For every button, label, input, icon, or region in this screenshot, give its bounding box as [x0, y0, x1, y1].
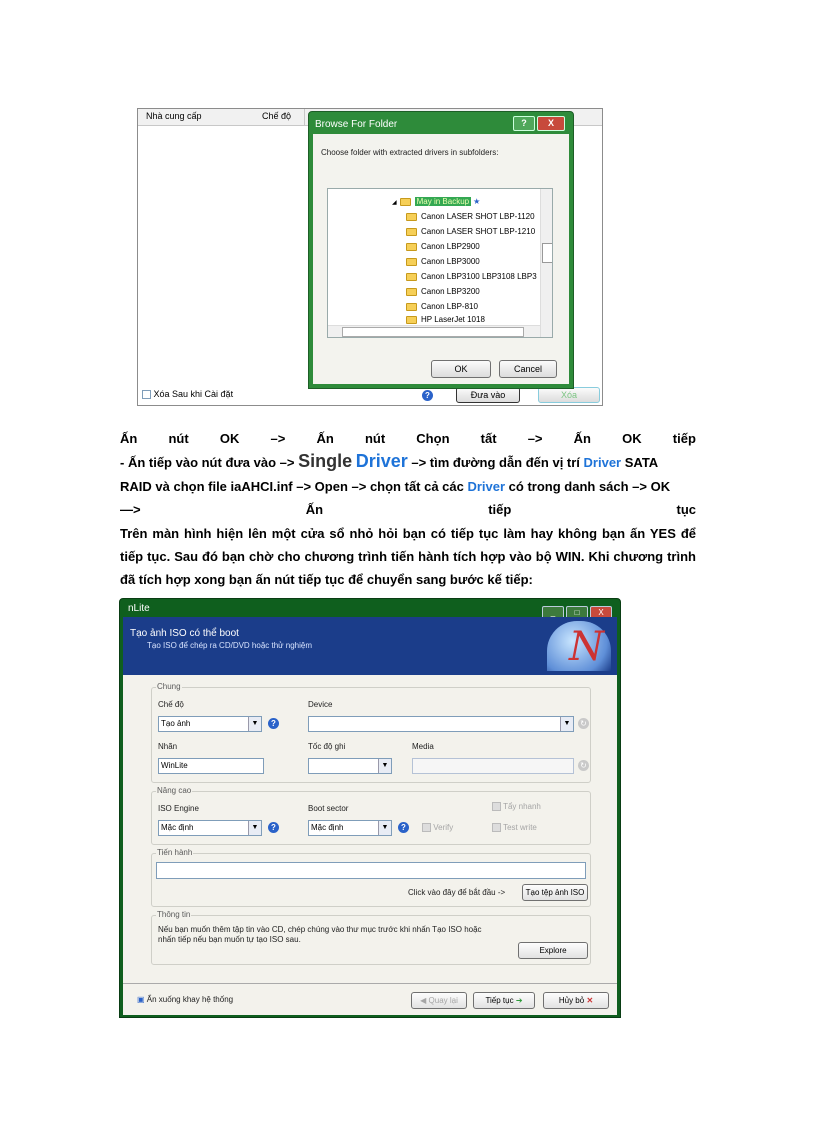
minimize-button[interactable]: _: [542, 606, 564, 620]
refresh-icon[interactable]: ↻: [578, 760, 589, 771]
checkbox-box[interactable]: [142, 390, 151, 399]
mode-select[interactable]: [158, 716, 262, 732]
folder-icon: [406, 288, 417, 296]
back-label: Quay lại: [428, 996, 458, 1005]
folder-icon: [406, 258, 417, 266]
tree-folder-item[interactable]: [406, 210, 535, 223]
group-label: Chung: [157, 682, 181, 691]
label-input[interactable]: WinLite: [158, 758, 264, 774]
folder-icon: [406, 303, 417, 311]
scroll-thumb[interactable]: [542, 243, 553, 263]
cancel-label: Hủy bỏ: [558, 996, 585, 1005]
chevron-down-icon[interactable]: ▼: [560, 717, 573, 731]
speed-select[interactable]: [308, 758, 392, 774]
instruction-line-2: [120, 450, 696, 474]
word: nút: [364, 431, 386, 446]
nlite-logo-mark: N: [569, 624, 604, 670]
tree-folder-item[interactable]: [406, 225, 535, 238]
refresh-icon[interactable]: ↻: [578, 718, 589, 729]
dialog-title: Browse For Folder: [315, 119, 398, 130]
folder-icon: [400, 198, 411, 206]
next-label: Tiếp tục: [485, 996, 514, 1005]
tree-folder-item[interactable]: [406, 300, 478, 313]
progress-group: [151, 848, 591, 907]
info-group: [151, 910, 591, 965]
help-icon[interactable]: ?: [268, 822, 279, 833]
word: OK: [622, 431, 642, 446]
driver-link[interactable]: Driver: [467, 479, 506, 494]
dialog-body: [313, 134, 569, 384]
mode-column-header[interactable]: Chế độ: [262, 111, 292, 121]
close-button[interactable]: X: [590, 606, 612, 620]
instruction-line-1: [120, 427, 696, 450]
instruction-paragraph: Trên màn hình hiện lên một cửa sổ nhỏ hỏi bạn có tiếp tục làm hay không bạn ấn YES để tiếp tục. Sau đó bạn chờ cho chương trình tiến hành tích hợp vào bộ WIN. Khi chương trình đã tích hợp xong bạn ấn nút tiếp tục để chuyển sang bước kế tiếp:: [120, 526, 696, 587]
help-icon[interactable]: ?: [398, 822, 409, 833]
word: tục: [676, 502, 696, 517]
boot-sector-select[interactable]: [308, 820, 392, 836]
tree-folder-item[interactable]: [406, 255, 480, 268]
expand-arrow-icon[interactable]: ◢: [392, 200, 397, 206]
boot-sector-value: Mặc định: [311, 823, 344, 832]
checkbox-box[interactable]: [422, 823, 431, 832]
word: —>: [120, 502, 141, 517]
folder-label: HP LaserJet 1018: [421, 315, 485, 324]
tree-root-label: May in Backup: [416, 197, 470, 206]
back-button[interactable]: [411, 992, 467, 1009]
folder-label: Canon LBP3200: [421, 287, 480, 296]
back-arrow-icon: ◀: [420, 996, 427, 1005]
cancel-button[interactable]: [543, 992, 609, 1009]
driver-screenshot: [137, 108, 603, 406]
iso-engine-value: Mặc định: [161, 823, 194, 832]
verify-checkbox[interactable]: [422, 823, 453, 832]
delete-after-install-label: Xóa Sau khi Cài đặt: [153, 389, 234, 399]
folder-icon: [406, 213, 417, 221]
folder-label: Canon LASER SHOT LBP-1210: [421, 227, 536, 236]
word: Ấn: [120, 431, 138, 446]
wizard-header: [123, 617, 617, 675]
group-label: Thông tin: [157, 910, 191, 919]
driver-link[interactable]: Driver: [355, 451, 408, 471]
next-arrow-icon: ➔: [515, 996, 523, 1005]
checkbox-box[interactable]: [492, 802, 501, 811]
quick-erase-label: Tẩy nhanh: [503, 802, 541, 811]
folder-icon: [406, 273, 417, 281]
tree-folder-item[interactable]: [406, 285, 480, 298]
word: Ấn: [573, 431, 591, 446]
word: tiếp: [672, 431, 696, 446]
tree-root-folder[interactable]: [392, 195, 480, 208]
folder-label: Canon LBP2900: [421, 242, 480, 251]
text-run: SATA: [621, 455, 659, 470]
progress-bar: [156, 862, 586, 879]
instruction-line-3: [120, 475, 696, 498]
word: –>: [527, 431, 543, 446]
chevron-down-icon[interactable]: ▼: [248, 821, 261, 835]
group-label: Nâng cao: [157, 786, 192, 795]
word: Chọn: [416, 431, 450, 446]
text-run: RAID và chọn file iaAHCI.inf –> Open –> chọn tất cả các: [120, 479, 468, 494]
instruction-line-4: [120, 498, 696, 521]
word: tiếp: [488, 502, 512, 517]
tree-folder-item[interactable]: [406, 270, 537, 283]
minimize-to-tray-link[interactable]: [137, 995, 233, 1004]
folder-label: Canon LASER SHOT LBP-1120: [421, 212, 535, 221]
info-text-line-2: nhấn tiếp nếu bạn muốn tự tạo ISO sau.: [158, 935, 301, 944]
delete-button[interactable]: Xóa: [538, 387, 600, 403]
folder-label: Canon LBP-810: [421, 302, 478, 311]
scroll-thumb[interactable]: [342, 327, 524, 337]
advanced-group: [151, 786, 591, 845]
text-run: –> tìm đường dẫn đến vị trí: [407, 455, 584, 470]
dialog-help-button[interactable]: ?: [513, 116, 535, 131]
word: nút: [168, 431, 189, 446]
verify-label: Verify: [433, 823, 454, 832]
group-label: Tiến hành: [157, 848, 193, 857]
tree-horizontal-scrollbar[interactable]: [328, 325, 540, 338]
vendor-column-header[interactable]: Nhà cung cấp: [146, 111, 202, 121]
folder-icon: [406, 316, 417, 324]
quick-erase-checkbox[interactable]: [492, 802, 541, 811]
maximize-button[interactable]: □: [566, 606, 588, 620]
test-write-label: Test write: [503, 823, 537, 832]
speed-label: Tốc độ ghi: [308, 742, 346, 751]
word: OK: [219, 431, 240, 446]
word: –>: [270, 431, 286, 446]
star-icon: ★: [473, 197, 481, 206]
folder-icon: [406, 243, 417, 251]
close-icon: ✕: [586, 996, 594, 1005]
text-run: - Ấn tiếp vào nút đưa vào –>: [120, 455, 299, 470]
chevron-down-icon[interactable]: ▼: [378, 759, 391, 773]
word: Ấn: [316, 431, 334, 446]
driver-link[interactable]: Driver: [583, 455, 622, 470]
wizard-content: [123, 675, 617, 983]
general-group: [151, 682, 591, 783]
iso-engine-label: ISO Engine: [158, 804, 199, 813]
tree-folder-item[interactable]: [406, 240, 480, 253]
next-button[interactable]: [473, 992, 535, 1009]
help-icon[interactable]: ?: [268, 718, 279, 729]
wizard-title: Tạo ảnh ISO có thể boot: [130, 628, 239, 639]
dialog-close-button[interactable]: X: [537, 116, 565, 131]
dialog-prompt: Choose folder with extracted drivers in subfolders:: [321, 148, 499, 157]
insert-button[interactable]: Đưa vào: [456, 387, 520, 403]
tree-vertical-scrollbar[interactable]: [540, 189, 553, 337]
device-select[interactable]: [308, 716, 574, 732]
wizard-subtitle: Tạo ISO để chép ra CD/DVD hoặc thử nghiệm: [147, 641, 312, 650]
folder-icon: [406, 228, 417, 236]
single-word: Single: [298, 451, 353, 471]
tray-icon: ▣: [137, 995, 145, 1004]
tray-label: Ẩn xuống khay hệ thống: [146, 995, 234, 1004]
device-label: Device: [308, 700, 333, 709]
text-run: có trong danh sách –> OK: [505, 479, 671, 494]
dialog-cancel-button[interactable]: Cancel: [499, 360, 557, 378]
folder-tree[interactable]: [327, 188, 553, 338]
dialog-ok-button[interactable]: OK: [431, 360, 491, 378]
nlite-window: [119, 598, 621, 1018]
word: Ấn: [305, 502, 324, 517]
mode-value: Tạo ảnh: [161, 719, 191, 728]
info-text-line-1: Nếu bạn muốn thêm tập tin vào CD, chép chúng vào thư mục trước khi nhấn Tạo ISO hoặc: [158, 925, 482, 934]
checkbox-box[interactable]: [492, 823, 501, 832]
start-hint: Click vào đây để bắt đầu ->: [408, 888, 506, 897]
make-iso-button[interactable]: Tạo tệp ảnh ISO: [522, 884, 588, 901]
folder-label: Canon LBP3000: [421, 257, 480, 266]
word: tất: [480, 431, 497, 446]
media-label: Media: [412, 742, 434, 751]
browse-for-folder-dialog: [308, 111, 574, 389]
column-divider: [304, 109, 305, 125]
delete-after-install-checkbox[interactable]: [142, 389, 233, 399]
explore-button[interactable]: Explore: [518, 942, 588, 959]
boot-sector-label: Boot sector: [308, 804, 349, 813]
folder-label: Canon LBP3100 LBP3108 LBP3: [421, 272, 537, 281]
media-field[interactable]: [412, 758, 574, 774]
help-icon[interactable]: ?: [422, 390, 433, 401]
window-title: nLite: [128, 603, 150, 614]
mode-label: Chế độ: [158, 700, 184, 709]
chevron-down-icon[interactable]: ▼: [248, 717, 261, 731]
iso-engine-select[interactable]: [158, 820, 262, 836]
wizard-footer: [123, 983, 617, 1015]
test-write-checkbox[interactable]: [492, 823, 537, 832]
label-label: Nhãn: [158, 742, 178, 751]
chevron-down-icon[interactable]: ▼: [378, 821, 391, 835]
